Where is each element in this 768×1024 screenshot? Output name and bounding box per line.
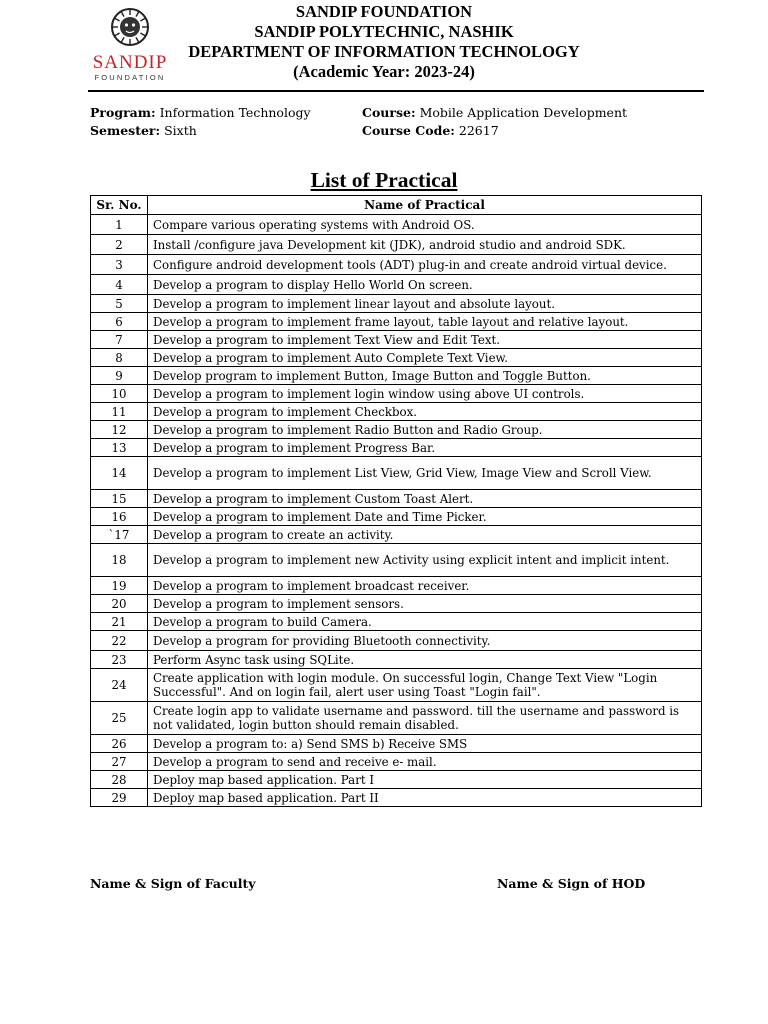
sr-no-cell: 18	[91, 544, 148, 577]
table-row	[91, 457, 702, 490]
practicals-table	[90, 195, 702, 807]
semester-info	[90, 123, 197, 138]
practical-name-cell: Compare various operating systems with Android OS.	[148, 215, 702, 235]
table-row	[91, 235, 702, 255]
practical-name-cell: Develop a program to implement Radio Button and Radio Group.	[148, 421, 702, 439]
table-row	[91, 651, 702, 669]
sr-no-cell: 14	[91, 457, 148, 490]
practical-name-cell: Create login app to validate username and password. till the username and password is not validated, login button should remain disabled.	[148, 702, 702, 735]
header-divider	[88, 90, 704, 92]
logo-word: SANDIP	[92, 52, 168, 73]
table-row	[91, 367, 702, 385]
table-row	[91, 631, 702, 651]
practical-name-cell: Develop a program to build Camera.	[148, 613, 702, 631]
sr-no-cell: 24	[91, 669, 148, 702]
practical-name-cell: Perform Async task using SQLite.	[148, 651, 702, 669]
semester-value: Sixth	[164, 123, 197, 138]
practical-name-cell: Configure android development tools (ADT) plug-in and create android virtual device.	[148, 255, 702, 275]
table-row	[91, 544, 702, 577]
course-code-label: Course Code:	[362, 123, 455, 138]
practical-name-cell: Develop a program to implement linear layout and absolute layout.	[148, 295, 702, 313]
practical-name-cell: Develop a program to: a) Send SMS b) Receive SMS	[148, 735, 702, 753]
practical-name-cell: Develop a program to implement Custom Toast Alert.	[148, 490, 702, 508]
sr-no-cell: 19	[91, 577, 148, 595]
table-row	[91, 789, 702, 807]
sr-no-cell: 8	[91, 349, 148, 367]
practical-name-cell: Develop program to implement Button, Image Button and Toggle Button.	[148, 367, 702, 385]
logo-subtext: FOUNDATION	[94, 73, 166, 82]
sr-no-cell: 25	[91, 702, 148, 735]
sr-no-cell: 20	[91, 595, 148, 613]
column-header-practical-name: Name of Practical	[148, 196, 702, 215]
faculty-signature-label: Name & Sign of Faculty	[90, 876, 256, 891]
table-row	[91, 313, 702, 331]
sr-no-cell: 2	[91, 235, 148, 255]
course-code-info	[362, 123, 499, 138]
course-value: Mobile Application Development	[419, 105, 628, 120]
table-row	[91, 771, 702, 789]
table-row	[91, 215, 702, 235]
practical-name-cell: Create application with login module. On successful login, Change Text View "Login Successful". And on login fail, alert user using Toast "Login fail".	[148, 669, 702, 702]
practical-name-cell: Install /configure java Development kit (JDK), android studio and android SDK.	[148, 235, 702, 255]
program-info	[90, 105, 311, 120]
table-row	[91, 385, 702, 403]
program-value: Information Technology	[159, 105, 311, 120]
practical-name-cell: Deploy map based application. Part II	[148, 789, 702, 807]
sr-no-cell: 7	[91, 331, 148, 349]
sr-no-cell: 6	[91, 313, 148, 331]
program-label: Program:	[90, 105, 156, 120]
hod-signature-label: Name & Sign of HOD	[497, 876, 646, 891]
practical-name-cell: Develop a program to implement frame layout, table layout and relative layout.	[148, 313, 702, 331]
practical-name-cell: Develop a program to implement sensors.	[148, 595, 702, 613]
course-label: Course:	[362, 105, 416, 120]
sr-no-cell: 9	[91, 367, 148, 385]
sr-no-cell: 15	[91, 490, 148, 508]
sr-no-cell: 4	[91, 275, 148, 295]
header-academic-year: (Academic Year: 2023-24)	[293, 62, 475, 81]
practical-name-cell: Develop a program to create an activity.	[148, 526, 702, 544]
course-info	[362, 105, 627, 120]
sr-no-cell: `17	[91, 526, 148, 544]
practical-name-cell: Develop a program to send and receive e- mail.	[148, 753, 702, 771]
table-row	[91, 753, 702, 771]
sr-no-cell: 10	[91, 385, 148, 403]
sr-no-cell: 13	[91, 439, 148, 457]
table-header-row	[91, 196, 702, 215]
table-row	[91, 595, 702, 613]
sr-no-cell: 1	[91, 215, 148, 235]
practical-name-cell: Develop a program for providing Bluetooth connectivity.	[148, 631, 702, 651]
practical-name-cell: Develop a program to implement new Activity using explicit intent and implicit intent.	[148, 544, 702, 577]
table-row	[91, 490, 702, 508]
practical-name-cell: Develop a program to implement Text View and Edit Text.	[148, 331, 702, 349]
table-row	[91, 439, 702, 457]
semester-label: Semester:	[90, 123, 161, 138]
sr-no-cell: 21	[91, 613, 148, 631]
table-row	[91, 702, 702, 735]
list-title: List of Practical	[310, 168, 458, 192]
header-department: DEPARTMENT OF INFORMATION TECHNOLOGY	[188, 42, 580, 61]
sr-no-cell: 29	[91, 789, 148, 807]
sr-no-cell: 28	[91, 771, 148, 789]
table-row	[91, 669, 702, 702]
table-row	[91, 613, 702, 631]
table-row	[91, 255, 702, 275]
practical-name-cell: Develop a program to implement Progress Bar.	[148, 439, 702, 457]
column-header-sr-no: Sr. No.	[91, 196, 148, 215]
table-row	[91, 577, 702, 595]
table-row	[91, 275, 702, 295]
practical-name-cell: Develop a program to implement broadcast receiver.	[148, 577, 702, 595]
sr-no-cell: 26	[91, 735, 148, 753]
institution-header	[160, 2, 608, 82]
practical-name-cell: Develop a program to implement Checkbox.	[148, 403, 702, 421]
practical-name-cell: Develop a program to display Hello World On screen.	[148, 275, 702, 295]
header-polytechnic: SANDIP POLYTECHNIC, NASHIK	[254, 22, 514, 41]
course-code-value: 22617	[458, 123, 499, 138]
practical-name-cell: Develop a program to implement login window using above UI controls.	[148, 385, 702, 403]
sr-no-cell: 12	[91, 421, 148, 439]
table-row	[91, 421, 702, 439]
table-row	[91, 295, 702, 313]
sr-no-cell: 3	[91, 255, 148, 275]
sr-no-cell: 11	[91, 403, 148, 421]
practical-name-cell: Develop a program to implement Auto Complete Text View.	[148, 349, 702, 367]
table-row	[91, 331, 702, 349]
sr-no-cell: 22	[91, 631, 148, 651]
practical-name-cell: Develop a program to implement Date and Time Picker.	[148, 508, 702, 526]
table-row	[91, 403, 702, 421]
practical-name-cell: Deploy map based application. Part I	[148, 771, 702, 789]
table-row	[91, 349, 702, 367]
sr-no-cell: 23	[91, 651, 148, 669]
sr-no-cell: 5	[91, 295, 148, 313]
table-row	[91, 735, 702, 753]
header-foundation: SANDIP FOUNDATION	[295, 2, 473, 21]
table-row	[91, 526, 702, 544]
practical-name-cell: Develop a program to implement List View, Grid View, Image View and Scroll View.	[148, 457, 702, 490]
sr-no-cell: 16	[91, 508, 148, 526]
table-row	[91, 508, 702, 526]
sr-no-cell: 27	[91, 753, 148, 771]
